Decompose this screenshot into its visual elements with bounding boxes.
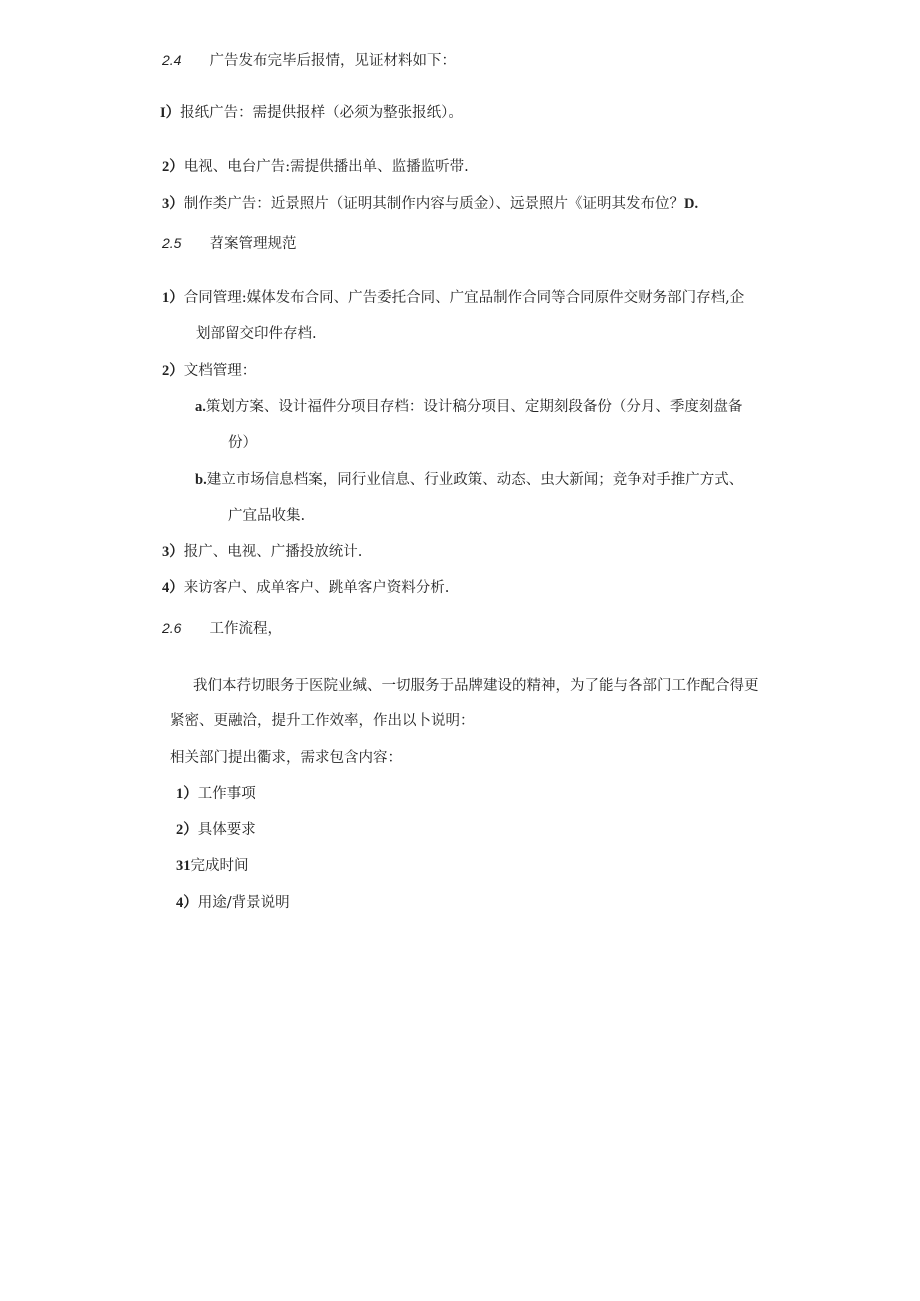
list-item — [162, 288, 744, 308]
list-marker: b. — [195, 472, 207, 488]
list-text: 用途/背景说明 — [197, 895, 290, 911]
list-item — [160, 103, 463, 123]
paragraph-line: 我们本荇切眼务于医院业缄、一切服务于品牌建设的精神，为了能与各部门工作配合得更 — [193, 678, 759, 694]
sub-list-item — [195, 470, 743, 490]
list-item — [176, 856, 249, 876]
list-text: 报纸广告：需提供报样（必须为整张报纸）。 — [180, 105, 463, 121]
paragraph-intro: 相关部门提出衢求，需求包含内容： — [170, 750, 402, 766]
list-marker: 3） — [162, 196, 184, 212]
list-marker: 4） — [176, 895, 198, 911]
list-text: 来访客户、成单客户、跳单客户资料分析. — [183, 580, 450, 596]
section-title: 工作流程， — [209, 621, 282, 637]
list-text: 工作事项 — [197, 786, 256, 802]
list-item — [162, 194, 698, 214]
list-text: 完成时间 — [190, 858, 249, 874]
list-item — [162, 578, 449, 598]
list-item — [176, 820, 256, 840]
list-marker: 31 — [176, 858, 191, 874]
section-2-5-heading — [162, 233, 296, 254]
list-text: 建立市场信息档案，同行业信息、行业政策、动态、虫大新闻；竞争对手推广方式、 — [206, 472, 744, 488]
list-item — [162, 542, 362, 562]
list-item — [176, 784, 256, 804]
paragraph-line: 紧密、更融洽，提升工作效率，作出以卜说明： — [170, 713, 475, 729]
list-item — [162, 157, 469, 177]
list-text: 具体要求 — [197, 822, 256, 838]
list-suffix: D. — [684, 196, 699, 212]
section-number: 2.5 — [162, 235, 182, 251]
list-marker: 2） — [162, 159, 184, 175]
list-text: 制作类广告：近景照片（证明其制作内容与质金）、远景照片《证明其发布位？ — [183, 196, 684, 212]
list-marker: 2） — [176, 822, 198, 838]
section-title: 苕案管理规范 — [209, 236, 297, 252]
list-marker: 4） — [162, 580, 184, 596]
list-marker: 1） — [162, 290, 184, 306]
list-text: 文档管理： — [183, 363, 257, 379]
section-number: 2.4 — [162, 52, 182, 68]
list-item — [162, 361, 256, 381]
list-marker: 3） — [162, 544, 184, 560]
section-2-4-heading — [162, 50, 456, 71]
list-text: 策划方案、设计福件分项目存档：设计稿分项目、定期刻段备份（分月、季度刻盘备 — [205, 399, 743, 415]
section-number: 2.6 — [162, 620, 182, 636]
list-item-continuation: 划部留交印件存档. — [196, 326, 317, 342]
list-text: 报广、电视、广播投放统计. — [183, 544, 363, 560]
list-item-continuation: 份） — [228, 435, 257, 451]
list-marker: 1） — [176, 786, 198, 802]
list-item-continuation: 广宜品收集. — [228, 508, 306, 524]
list-text: 电视、电台广告:需提供播出单、监播监听带. — [183, 159, 469, 175]
section-2-6-heading — [162, 618, 282, 639]
list-marker: I） — [160, 105, 181, 121]
sub-list-item — [195, 397, 742, 417]
section-title: 广告发布完毕后报情，见证材料如下： — [209, 53, 456, 69]
list-marker: 2） — [162, 363, 184, 379]
list-marker: a. — [195, 399, 206, 415]
list-text: 合同管理:媒体发布合同、广告委托合同、广宜品制作合同等合同原件交财务部门存档,企 — [183, 290, 745, 306]
list-item — [176, 893, 290, 913]
